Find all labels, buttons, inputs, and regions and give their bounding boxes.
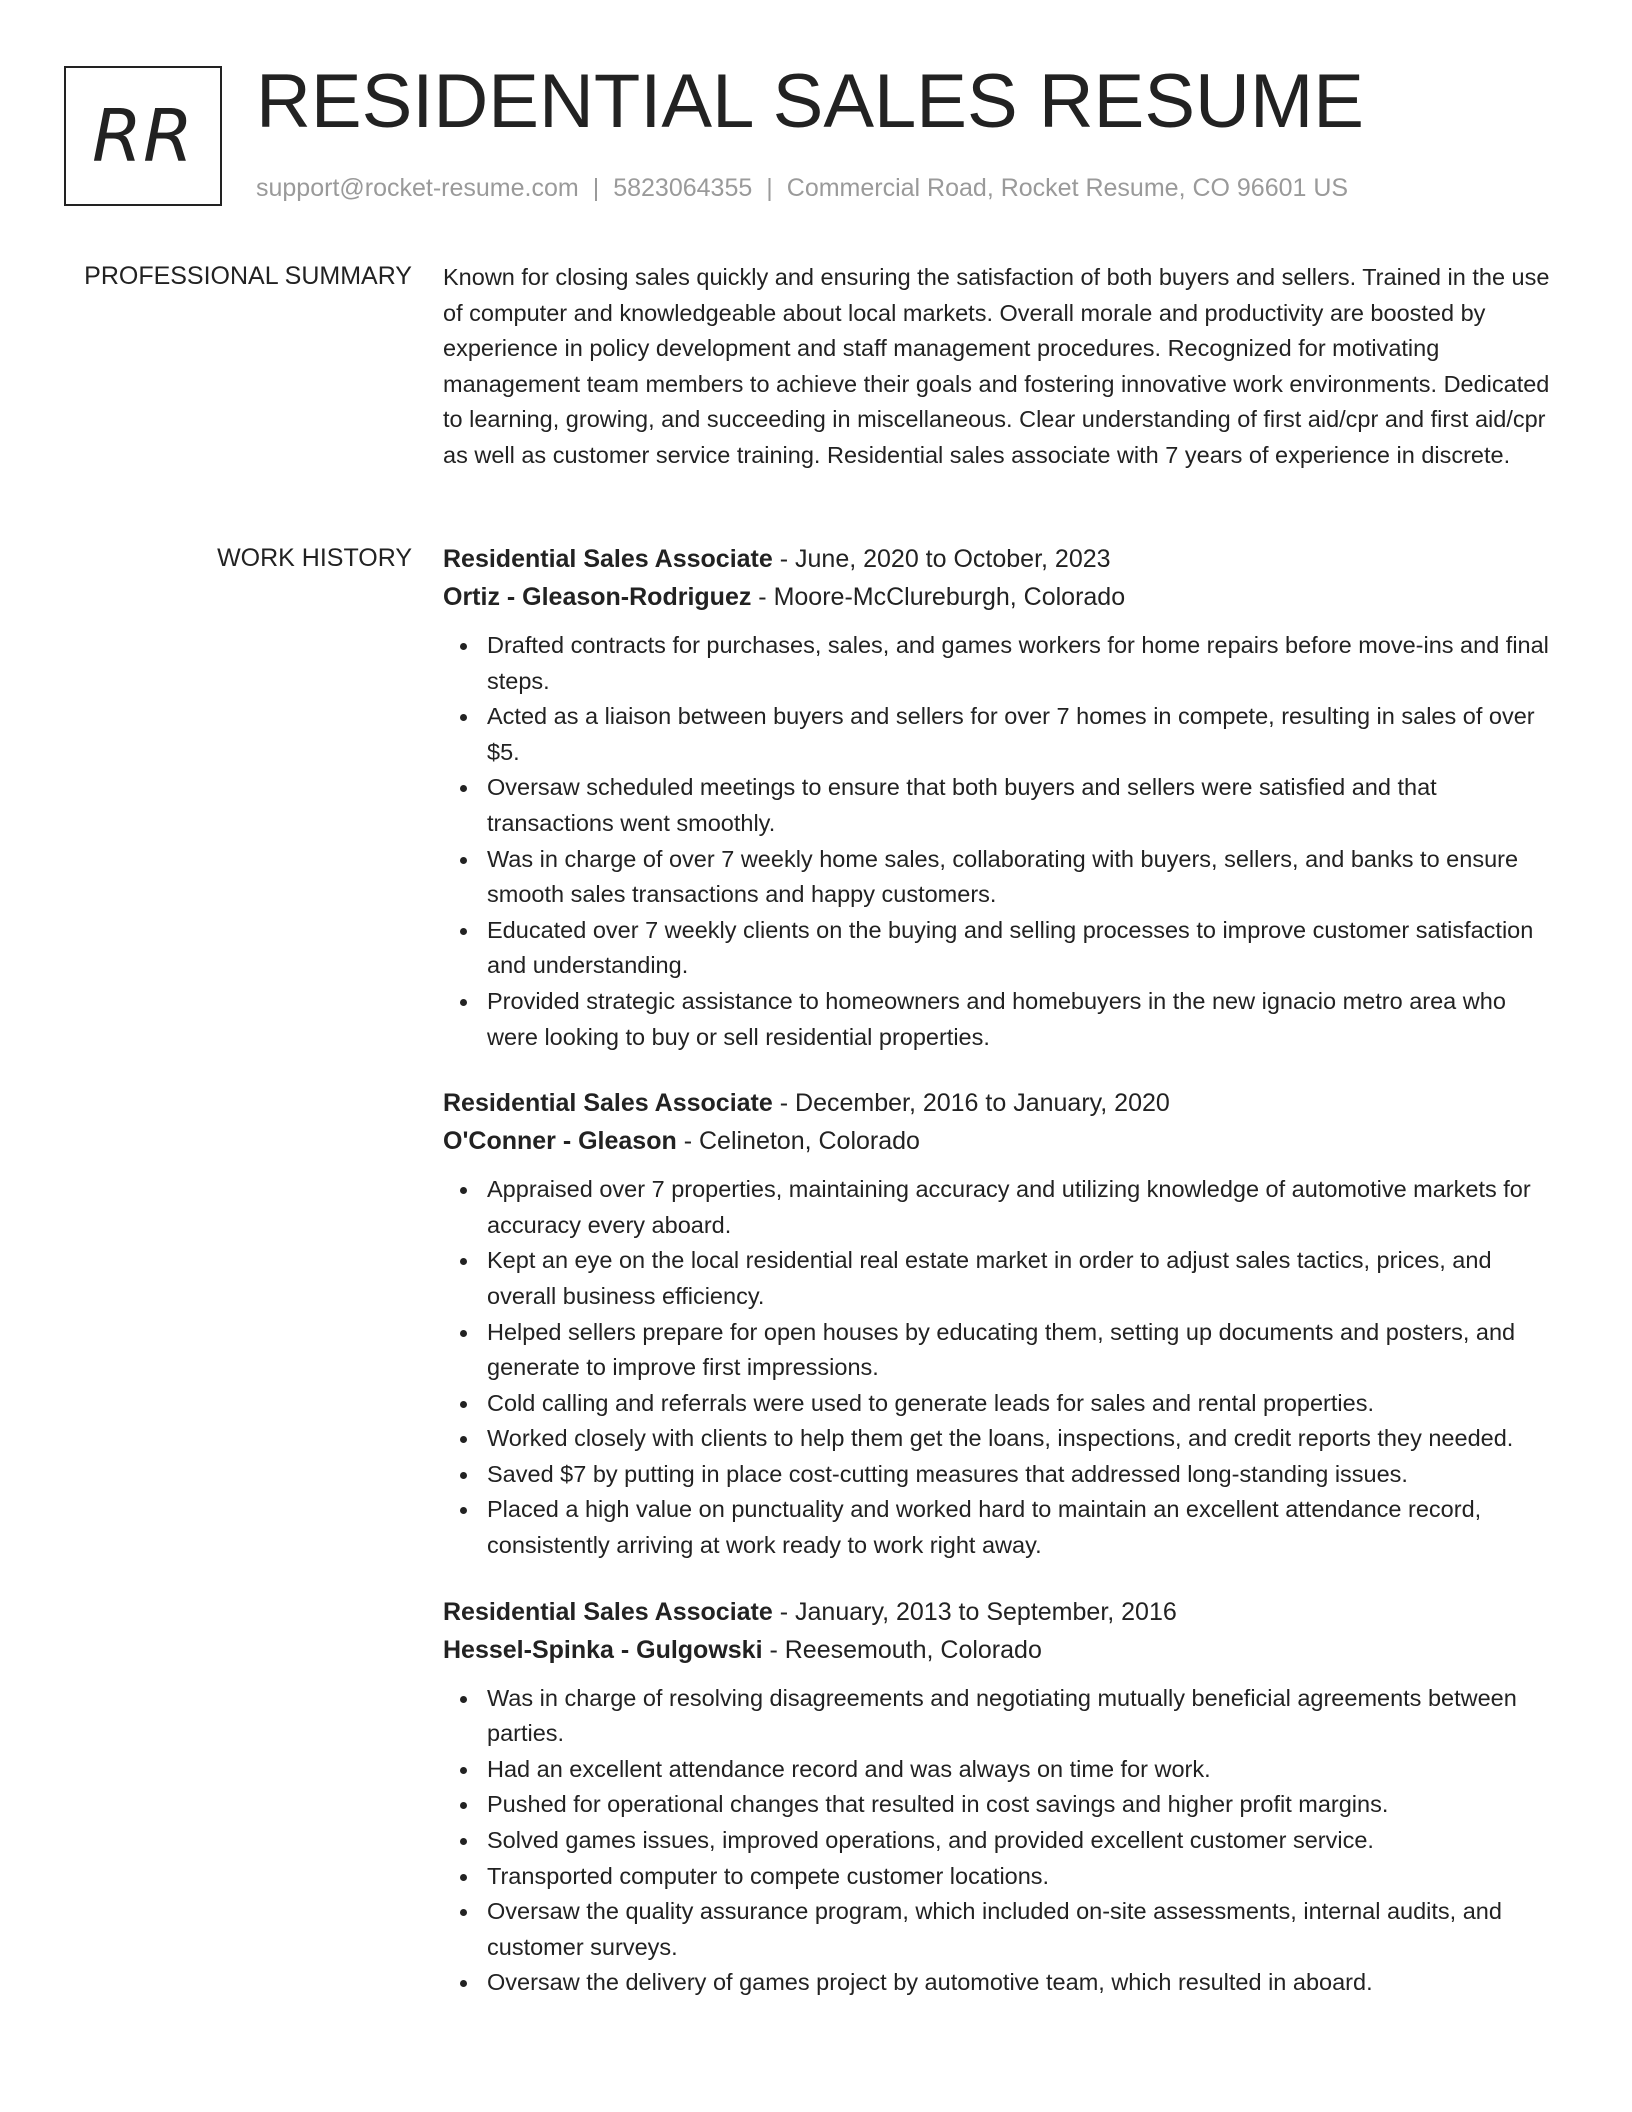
job-title: Residential Sales Associate xyxy=(443,1597,773,1626)
job-bullets xyxy=(443,628,1553,1055)
bullet-item: Educated over 7 weekly clients on the buying and selling processes to improve customer satisfaction and understanding. xyxy=(443,913,1553,984)
job-location: Moore-McClureburgh, Colorado xyxy=(773,583,1126,611)
section-label-summary: PROFESSIONAL SUMMARY xyxy=(84,262,412,290)
monogram-badge: RR xyxy=(64,66,222,206)
bullet-item: Transported computer to compete customer locations. xyxy=(443,1859,1553,1895)
summary-text: Known for closing sales quickly and ensuring the satisfaction of both buyers and sellers. Trained in the use of computer and knowledgeable about local markets. Overall morale and productivity are boosted by experience in policy development and staff management procedures. Recognized for motivating management team members to achieve their goals and fostering innovative work environments. Dedicated to learning, growing, and succeeding in miscellaneous. Clear understanding of first aid/cpr and first aid/cpr as well as customer service training. Residential sales associate with 7 years of experience in discrete. xyxy=(443,264,1550,468)
job-title-line: Residential Sales Associate - January, 2013 to September, 2016 xyxy=(443,1597,1177,1626)
bullet-item: Oversaw scheduled meetings to ensure that both buyers and sellers were satisfied and that transactions went smoothly. xyxy=(443,770,1553,841)
contact-separator: | xyxy=(592,174,600,202)
bullet-item: Oversaw the quality assurance program, which included on-site assessments, internal audits, and customer surveys. xyxy=(443,1894,1553,1965)
job-title: Residential Sales Associate xyxy=(443,545,773,573)
bullet-item: Had an excellent attendance record and was always on time for work. xyxy=(443,1752,1553,1788)
job-bullets xyxy=(443,1681,1553,2001)
contact-address: Commercial Road, Rocket Resume, CO 96601 US xyxy=(786,174,1349,202)
job-location: Celineton, Colorado xyxy=(698,1127,920,1156)
summary-body xyxy=(443,260,1553,474)
job-dates: December, 2016 to January, 2020 xyxy=(795,1089,1170,1118)
job-company-line: O'Conner - Gleason - Celineton, Colorado xyxy=(443,1127,920,1156)
contact-email[interactable]: support@rocket-resume.com xyxy=(256,174,579,202)
job-entry xyxy=(443,1084,1553,1564)
section-label-work-history: WORK HISTORY xyxy=(217,544,412,572)
job-company: Ortiz - Gleason-Rodriguez xyxy=(443,583,752,611)
job-location: Reesemouth, Colorado xyxy=(784,1635,1042,1664)
job-company: O'Conner - Gleason xyxy=(443,1127,677,1156)
job-company-line: Ortiz - Gleason-Rodriguez - Moore-McClureburgh, Colorado xyxy=(443,583,1126,611)
bullet-item: Was in charge of resolving disagreements and negotiating mutually beneficial agreements between parties. xyxy=(443,1681,1553,1752)
bullet-item: Placed a high value on punctuality and worked hard to maintain an excellent attendance record, consistently arriving at work ready to work right away. xyxy=(443,1492,1553,1563)
bullet-item: Was in charge of over 7 weekly home sales, collaborating with buyers, sellers, and banks to ensure smooth sales transactions and happy customers. xyxy=(443,842,1553,913)
job-dates: June, 2020 to October, 2023 xyxy=(795,545,1111,573)
work-history-body xyxy=(443,540,1553,2030)
bullet-item: Kept an eye on the local residential real estate market in order to adjust sales tactics, prices, and overall business efficiency. xyxy=(443,1243,1553,1314)
job-entry xyxy=(443,1593,1553,2001)
bullet-item: Worked closely with clients to help them get the loans, inspections, and credit reports they needed. xyxy=(443,1421,1553,1457)
job-entry xyxy=(443,540,1553,1055)
job-company: Hessel-Spinka - Gulgowski xyxy=(443,1635,763,1664)
bullet-item: Acted as a liaison between buyers and sellers for over 7 homes in compete, resulting in sales of over $5. xyxy=(443,699,1553,770)
contact-separator: | xyxy=(766,174,773,202)
job-company-line: Hessel-Spinka - Gulgowski - Reesemouth, Colorado xyxy=(443,1635,1042,1664)
job-title-line: Residential Sales Associate - December, 2016 to January, 2020 xyxy=(443,1089,1170,1118)
resume-title: RESIDENTIAL SALES RESUME xyxy=(256,59,1364,144)
bullet-item: Provided strategic assistance to homeowners and homebuyers in the new ignacio metro area who were looking to buy or sell residential properties. xyxy=(443,984,1553,1055)
job-title: Residential Sales Associate xyxy=(443,1089,773,1118)
job-bullets xyxy=(443,1172,1553,1564)
bullet-item: Appraised over 7 properties, maintaining accuracy and utilizing knowledge of automotive markets for accuracy every aboard. xyxy=(443,1172,1553,1243)
bullet-item: Pushed for operational changes that resulted in cost savings and higher profit margins. xyxy=(443,1787,1553,1823)
job-title-line: Residential Sales Associate - June, 2020 to October, 2023 xyxy=(443,545,1111,573)
bullet-item: Solved games issues, improved operations, and provided excellent customer service. xyxy=(443,1823,1553,1859)
bullet-item: Saved $7 by putting in place cost-cutting measures that addressed long-standing issues. xyxy=(443,1457,1553,1493)
bullet-item: Helped sellers prepare for open houses by educating them, setting up documents and posters, and generate to improve first impressions. xyxy=(443,1315,1553,1386)
contact-phone[interactable]: 5823064355 xyxy=(613,174,753,202)
bullet-item: Cold calling and referrals were used to generate leads for sales and rental properties. xyxy=(443,1386,1553,1422)
contact-line xyxy=(256,172,1348,204)
job-dates: January, 2013 to September, 2016 xyxy=(795,1597,1177,1626)
bullet-item: Oversaw the delivery of games project by automotive team, which resulted in aboard. xyxy=(443,1965,1553,2001)
bullet-item: Drafted contracts for purchases, sales, and games workers for home repairs before move-ins and final steps. xyxy=(443,628,1553,699)
